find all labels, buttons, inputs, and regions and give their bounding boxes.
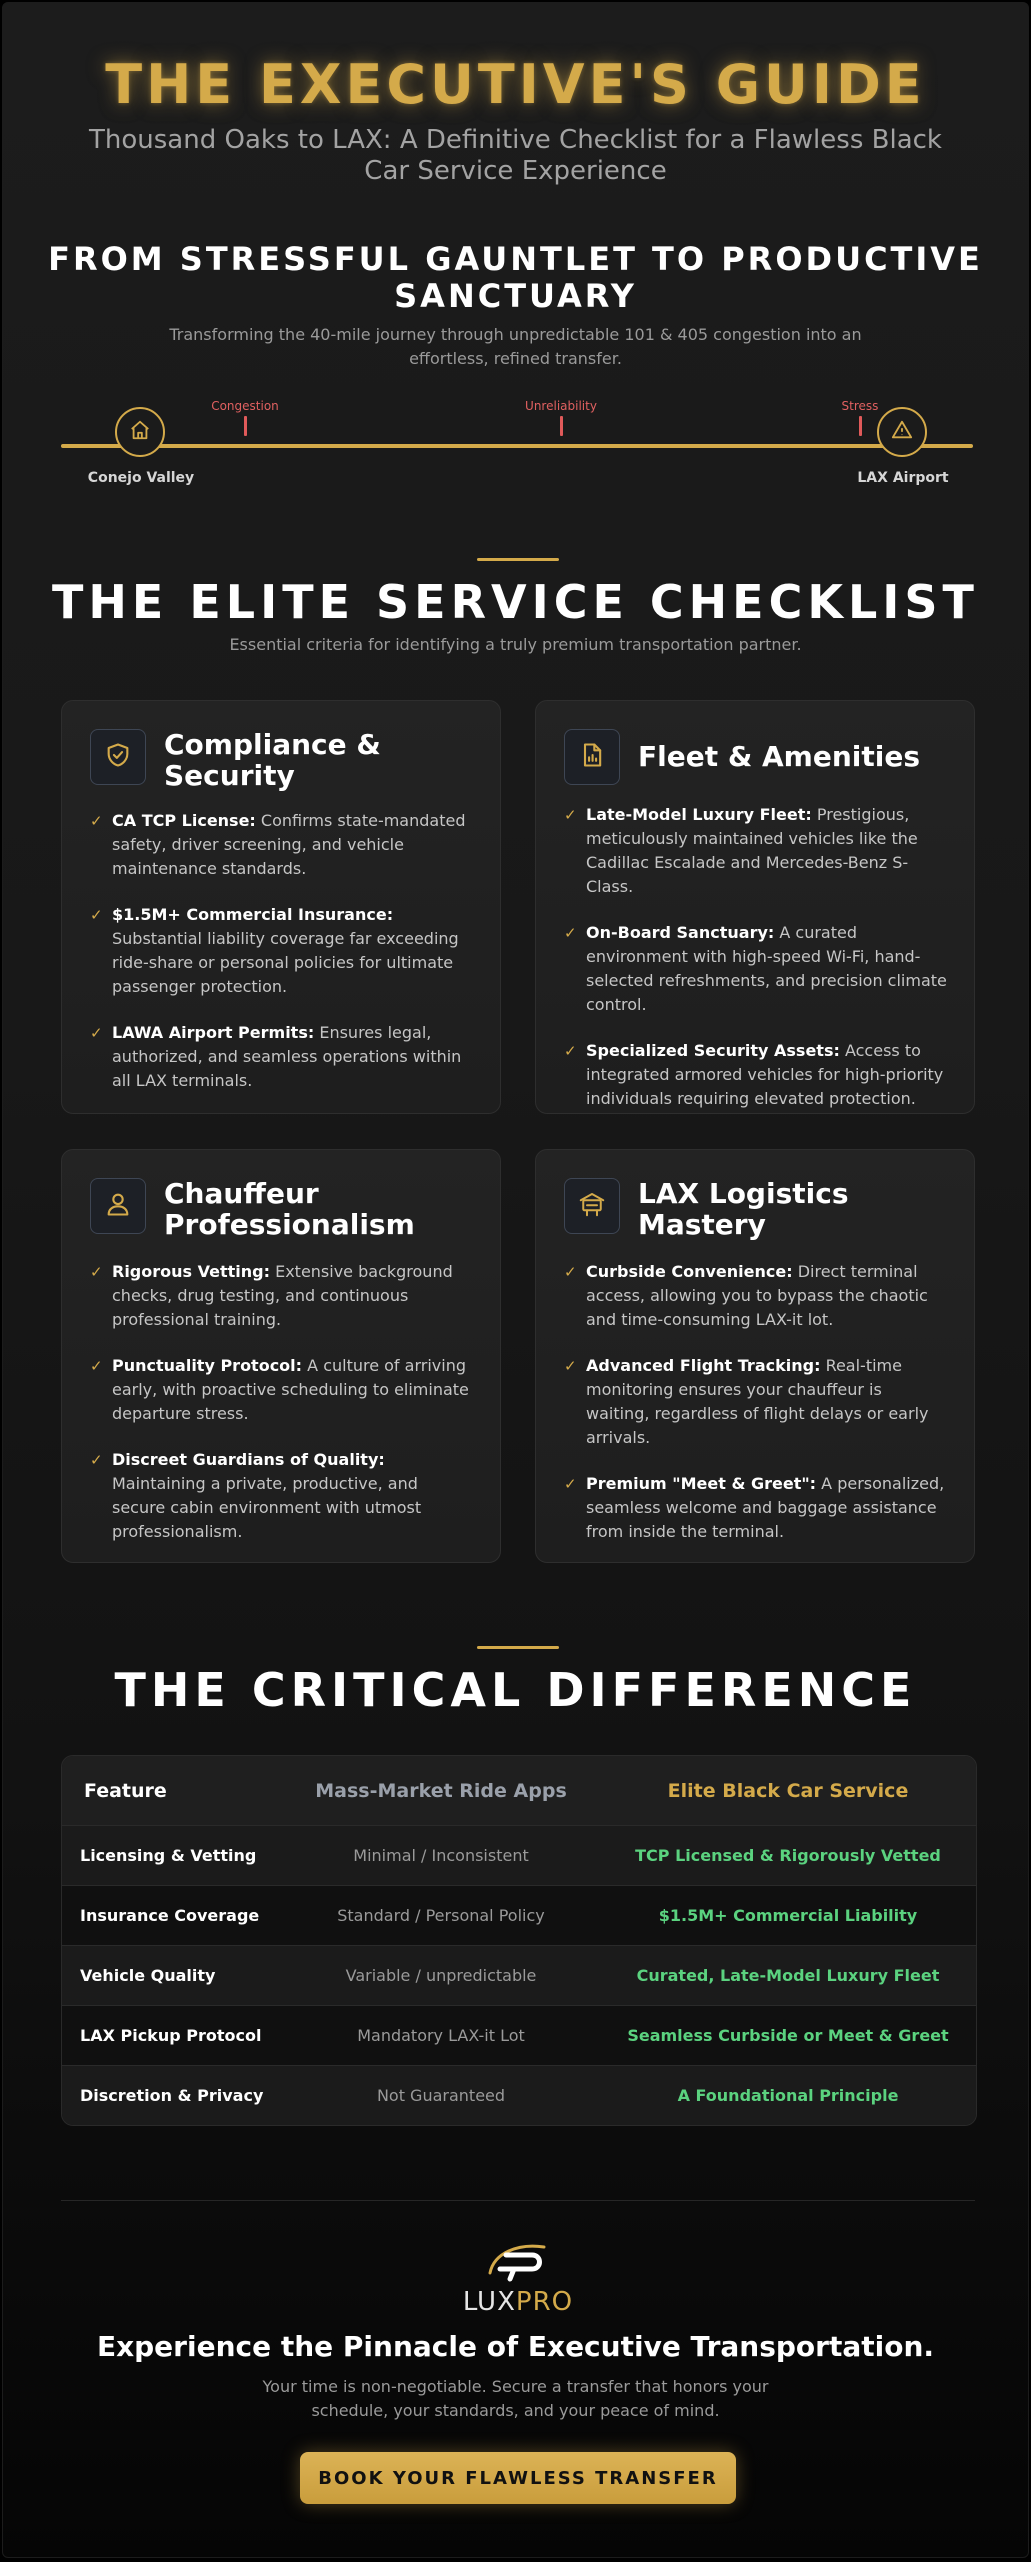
check-icon: ✓ <box>564 1263 577 1281</box>
item-label: Late-Model Luxury Fleet: <box>586 805 812 824</box>
table-cell-feature: LAX Pickup Protocol <box>80 2026 262 2045</box>
section-divider <box>477 1646 559 1649</box>
start-stop-label: Conejo Valley <box>87 470 195 486</box>
table-header-feature: Feature <box>84 1779 167 1802</box>
checklist-description: Essential criteria for identifying a truly premium transportation partner. <box>229 635 802 654</box>
item-label: Premium "Meet & Greet": <box>586 1474 817 1493</box>
checklist-card-lax <box>535 1149 975 1563</box>
card-title: Compliance & Security <box>164 728 381 792</box>
luxpro-logo <box>448 2239 588 2317</box>
document-chart-icon <box>578 741 606 773</box>
table-header-ride-apps: Mass-Market Ride Apps <box>315 1779 567 1802</box>
list-item <box>564 1260 950 1332</box>
pain-point-marker <box>859 416 862 436</box>
list-item <box>90 1260 476 1332</box>
card-icon-frame <box>90 729 146 785</box>
checklist-title: THE ELITE SERVICE CHECKLIST <box>52 575 979 629</box>
list-item <box>564 1472 950 1544</box>
table-cell-black-car: Seamless Curbside or Meet & Greet <box>627 2026 949 2045</box>
item-text: Confirms state-mandated safety, driver screening, and vehicle maintenance standards. <box>112 811 466 878</box>
table-row <box>62 1825 976 1885</box>
table-cell-black-car: $1.5M+ Commercial Liability <box>658 1906 918 1925</box>
pain-point-label: Stress <box>841 399 879 413</box>
book-transfer-button[interactable]: BOOK YOUR FLAWLESS TRANSFER <box>300 2452 736 2504</box>
pain-point-marker <box>560 416 563 436</box>
item-label: Advanced Flight Tracking: <box>586 1356 821 1375</box>
list-item <box>90 903 476 999</box>
item-text: Prestigious, meticulously maintained vehicles like the Cadillac Escalade and Mercedes-Benz S-Class. <box>586 805 918 896</box>
list-item <box>90 809 476 881</box>
list-item <box>564 921 950 1017</box>
check-icon: ✓ <box>90 812 103 830</box>
comparison-table <box>61 1755 977 2126</box>
list-item <box>90 1021 476 1093</box>
card-title: LAX Logistics Mastery <box>638 1177 849 1241</box>
table-cell-ride-apps: Not Guaranteed <box>376 2086 506 2105</box>
footer-divider <box>61 2200 975 2201</box>
table-row <box>62 2005 976 2065</box>
user-icon <box>104 1190 132 1222</box>
item-label: Punctuality Protocol: <box>112 1356 303 1375</box>
cta-description: Your time is non-negotiable. Secure a transfer that honors your schedule, your standards, and your peace of mind. <box>262 2377 769 2420</box>
pain-point-label: Congestion <box>211 399 279 413</box>
item-label: Rigorous Vetting: <box>112 1262 270 1281</box>
item-text: A curated environment with high-speed Wi-Fi, hand-selected refreshments, and precision climate control. <box>586 923 947 1014</box>
item-text: Maintaining a private, productive, and secure cabin environment with utmost professionalism. <box>112 1474 422 1541</box>
section-divider <box>477 558 559 561</box>
item-label: On-Board Sanctuary: <box>586 923 775 942</box>
item-text: A culture of arriving early, with proactive scheduling to eliminate departure stress. <box>112 1356 469 1423</box>
checklist-card-fleet <box>535 700 975 1114</box>
item-text: Real-time monitoring ensures your chauffeur is waiting, regardless of flight delays or early arrivals. <box>586 1356 929 1447</box>
end-stop-label: LAX Airport <box>857 470 949 486</box>
table-row <box>62 1885 976 1945</box>
check-icon: ✓ <box>564 1357 577 1375</box>
logo-wordmark <box>448 2287 588 2317</box>
item-text: Substantial liability coverage far exceeding ride-share or personal policies for ultimate passenger protection. <box>112 929 459 996</box>
table-cell-ride-apps: Standard / Personal Policy <box>337 1906 545 1925</box>
item-text: Access to integrated armored vehicles for high-priority individuals requiring elevated protection. <box>586 1041 944 1108</box>
card-item-list <box>564 1260 950 1566</box>
card-icon-frame <box>564 729 620 785</box>
checklist-card-compliance <box>61 700 501 1114</box>
table-cell-feature: Discretion & Privacy <box>80 2086 264 2105</box>
item-text: Direct terminal access, allowing you to bypass the chaotic and time-consuming LAX-it lot. <box>586 1262 928 1329</box>
home-icon <box>129 419 151 445</box>
logo-lux: LUX <box>462 2287 516 2317</box>
card-icon-frame <box>90 1178 146 1234</box>
shield-check-icon <box>104 741 132 773</box>
main-subtitle: Thousand Oaks to LAX: A Definitive Checklist for a Flawless Black Car Service Experience <box>89 125 942 186</box>
check-icon: ✓ <box>90 1263 103 1281</box>
page <box>2 2 1029 2558</box>
table-cell-feature: Vehicle Quality <box>80 1966 216 1985</box>
check-icon: ✓ <box>90 1451 103 1469</box>
table-header-black-car: Elite Black Car Service <box>667 1779 909 1802</box>
check-icon: ✓ <box>90 906 103 924</box>
table-cell-ride-apps: Mandatory LAX-it Lot <box>357 2026 525 2045</box>
list-item <box>90 1354 476 1426</box>
checklist-card-chauffeur <box>61 1149 501 1563</box>
airport-sign-icon <box>577 1189 607 1223</box>
check-icon: ✓ <box>564 1475 577 1493</box>
main-title: THE EXECUTIVE'S GUIDE <box>105 53 926 116</box>
item-label: CA TCP License: <box>112 811 256 830</box>
cta-title: Experience the Pinnacle of Executive Transportation. <box>96 2330 935 2363</box>
check-icon: ✓ <box>564 806 577 824</box>
table-cell-ride-apps: Minimal / Inconsistent <box>353 1846 529 1865</box>
table-row <box>62 2065 976 2125</box>
table-cell-black-car: A Foundational Principle <box>677 2086 899 2105</box>
card-item-list <box>90 809 476 1115</box>
comparison-title: THE CRITICAL DIFFERENCE <box>114 1663 917 1717</box>
journey-timeline <box>61 444 973 448</box>
card-title: Fleet & Amenities <box>638 740 921 773</box>
item-label: LAWA Airport Permits: <box>112 1023 315 1042</box>
card-item-list <box>564 803 950 1133</box>
table-cell-feature: Licensing & Vetting <box>80 1846 257 1865</box>
logo-mark-icon <box>448 2239 588 2285</box>
check-icon: ✓ <box>90 1024 103 1042</box>
list-item <box>564 1354 950 1450</box>
check-icon: ✓ <box>564 924 577 942</box>
table-cell-feature: Insurance Coverage <box>80 1906 260 1925</box>
item-text: Ensures legal, authorized, and seamless operations within all LAX terminals. <box>112 1023 462 1090</box>
end-stop-marker <box>877 407 927 457</box>
table-row <box>62 1945 976 2005</box>
list-item <box>564 1039 950 1111</box>
table-cell-ride-apps: Variable / unpredictable <box>345 1966 537 1985</box>
item-label: Curbside Convenience: <box>586 1262 793 1281</box>
item-text: Extensive background checks, drug testing, and continuous professional training. <box>112 1262 453 1329</box>
start-stop-marker <box>115 407 165 457</box>
journey-description: Transforming the 40-mile journey through unpredictable 101 & 405 congestion into an effortless, refined transfer. <box>169 325 862 368</box>
item-text: A personalized, seamless welcome and baggage assistance from inside the terminal. <box>586 1474 945 1541</box>
card-icon-frame <box>564 1178 620 1234</box>
list-item <box>90 1448 476 1544</box>
table-cell-black-car: Curated, Late-Model Luxury Fleet <box>636 1966 940 1985</box>
pain-point-label: Unreliability <box>525 399 597 413</box>
item-label: Discreet Guardians of Quality: <box>112 1450 385 1469</box>
list-item <box>564 803 950 899</box>
check-icon: ✓ <box>90 1357 103 1375</box>
pain-point-marker <box>244 416 247 436</box>
logo-pro: PRO <box>515 2287 574 2317</box>
item-label: Specialized Security Assets: <box>586 1041 840 1060</box>
table-header-row <box>62 1756 976 1825</box>
table-cell-black-car: TCP Licensed & Rigorously Vetted <box>635 1846 941 1865</box>
journey-title: FROM STRESSFUL GAUNTLET TO PRODUCTIVE SANCTUARY <box>48 240 983 315</box>
item-label: $1.5M+ Commercial Insurance: <box>112 905 394 924</box>
warning-icon <box>891 419 913 445</box>
card-title: Chauffeur Professionalism <box>164 1177 415 1241</box>
card-item-list <box>90 1260 476 1566</box>
check-icon: ✓ <box>564 1042 577 1060</box>
